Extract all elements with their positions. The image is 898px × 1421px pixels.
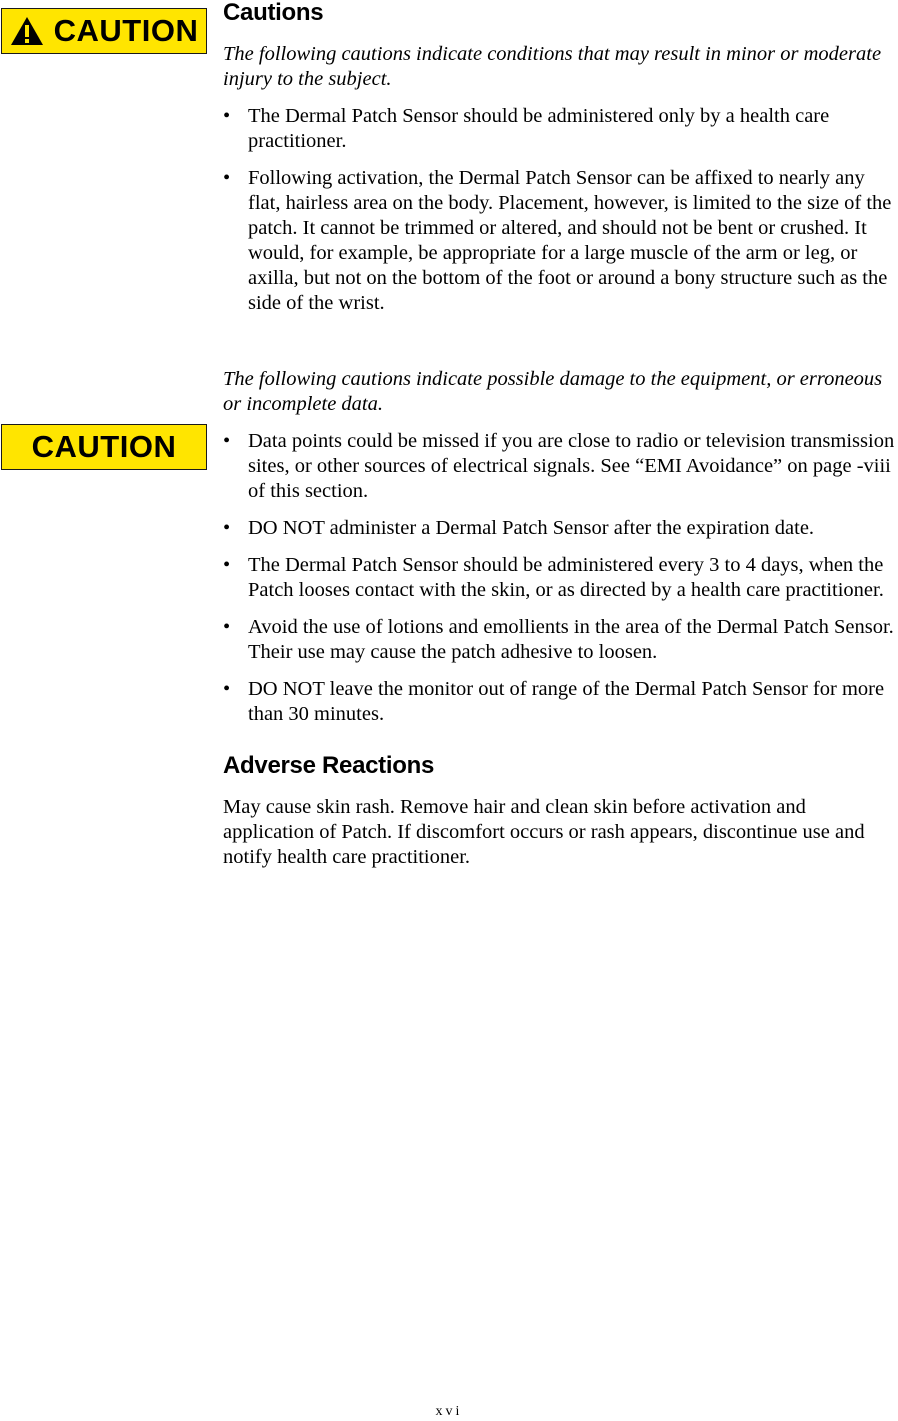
list-item-text: Avoid the use of lotions and emollients in the area of the Dermal Patch Sensor. Their use may cause the patch adhesive to loosen. (248, 616, 894, 663)
list-item (223, 166, 898, 316)
equipment-caution-list (223, 429, 898, 727)
adverse-reactions-body: May cause skin rash. Remove hair and clean skin before activation and application of Patch. If discomfort occurs or rash appears, discontinue use and notify health care practitioner. (223, 796, 865, 868)
list-item-text: DO NOT leave the monitor out of range of the Dermal Patch Sensor for more than 30 minutes. (248, 678, 885, 725)
caution-label-text: CAUTION (31, 429, 177, 464)
bullet: • (223, 554, 231, 576)
bullet: • (223, 430, 231, 452)
equipment-intro: The following cautions indicate possible damage to the equipment, or erroneous or incomplete data. (223, 368, 883, 415)
list-item (223, 553, 898, 603)
bullet: • (223, 517, 231, 539)
page-number: xvi (435, 1404, 463, 1419)
warning-triangle-icon (10, 16, 44, 46)
injury-intro: The following cautions indicate conditions that may result in minor or moderate injury to the subject. (223, 43, 882, 90)
bullet: • (223, 616, 231, 638)
list-item-text: The Dermal Patch Sensor should be administered every 3 to 4 days, when the Patch looses contact with the skin, or as directed by a health care practitioner. (248, 554, 884, 601)
list-item-text: Following activation, the Dermal Patch Sensor can be affixed to nearly any flat, hairless area on the body. Placement, however, is limited to the size of the patch. It cannot be trimmed or altered, and should not be bent or crushed. It would, for example, be appropriate for a large muscle of the arm or leg, or axilla, but not on the bottom of the foot or around a bony structure such as the side of the wrist. (248, 167, 892, 314)
list-item (223, 429, 898, 504)
list-item-text: Data points could be missed if you are close to radio or television transmission sites, or other sources of electrical signals. See “EMI Avoidance” on page -viii of this section. (248, 430, 895, 502)
list-item-text: DO NOT administer a Dermal Patch Sensor after the expiration date. (248, 517, 815, 539)
caution-label-text: CAUTION (53, 13, 199, 48)
adverse-reactions-heading: Adverse Reactions (223, 752, 434, 779)
bullet: • (223, 105, 231, 127)
caution-label-injury (1, 8, 207, 54)
bullet: • (223, 167, 231, 189)
page-content (223, 0, 898, 870)
injury-caution-list (223, 104, 898, 316)
list-item (223, 104, 898, 154)
list-item (223, 677, 898, 727)
list-item-text: The Dermal Patch Sensor should be administered only by a health care practitioner. (248, 105, 830, 152)
list-item (223, 516, 898, 541)
bullet: • (223, 678, 231, 700)
list-item (223, 615, 898, 665)
caution-label-equipment (1, 424, 207, 470)
cautions-heading: Cautions (223, 0, 324, 26)
